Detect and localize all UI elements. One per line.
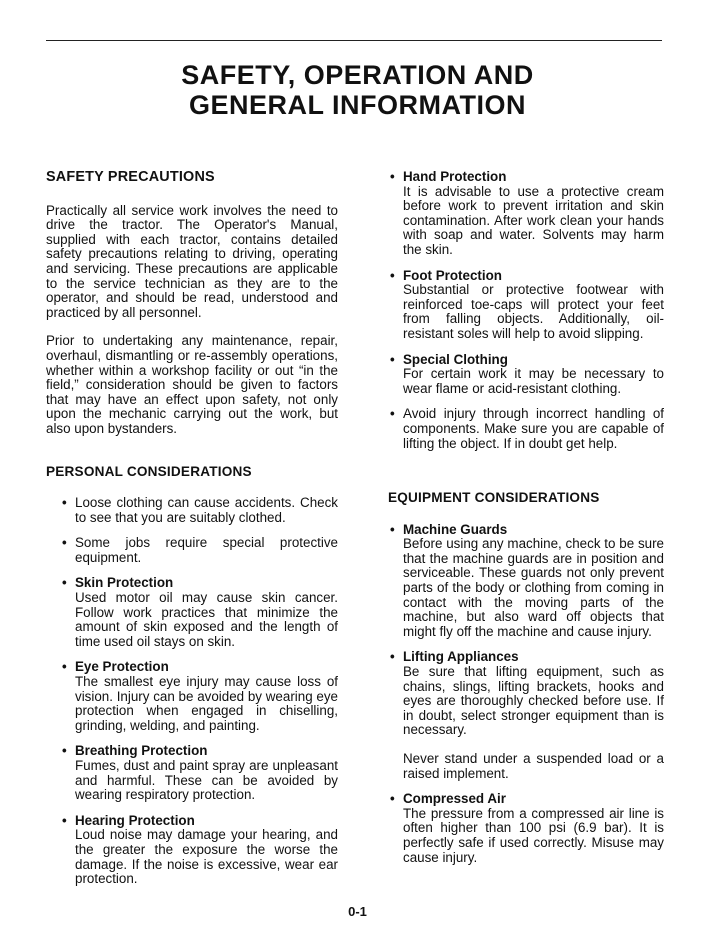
- item-body: Loose clothing can cause accidents. Check to see that you are suitably clothed.: [75, 495, 338, 525]
- list-item: [60, 496, 338, 525]
- list-item: [60, 660, 338, 733]
- item-body: Before using any machine, check to be sure that the machine guards are in position and serviceable. These guards not only prevent parts of the body or clothing from coming in contact with the moving parts of the machine, but also ward off objects that might fly off the machine and cause injury.: [403, 536, 664, 639]
- bullet-icon: •: [390, 406, 395, 422]
- bullet-icon: •: [62, 535, 67, 551]
- list-item: [388, 792, 664, 865]
- bullet-icon: •: [390, 791, 395, 807]
- personal-considerations-list: [46, 496, 338, 887]
- equipment-list: [388, 523, 664, 865]
- list-item: [60, 814, 338, 887]
- bullet-icon: •: [390, 649, 395, 665]
- item-body: Used motor oil may cause skin cancer. Follow work practices that minimize the amount of skin exposed and the length of time used oil stays on skin.: [75, 590, 338, 649]
- item-heading: Skin Protection: [75, 575, 174, 591]
- list-item: [388, 269, 664, 342]
- protection-list: [388, 170, 664, 451]
- item-heading: Foot Protection: [403, 267, 502, 283]
- item-body: The pressure from a compressed air line is often higher than 100 psi (6.9 bar). It is perfectly safe if used correctly. Misuse may cause injury.: [403, 805, 664, 865]
- list-item: [388, 170, 664, 258]
- item-heading: Breathing Protection: [75, 743, 208, 759]
- list-item: [60, 536, 338, 565]
- safety-paragraph: Practically all service work involves the need to drive the tractor. The Operator's Manual, supplied with each tractor, contains detailed safety precautions relating to driving, operating and servicing. These precautions are applicable to the service technician as they are to the operator, and should be read, understood and practiced by all personnel.: [46, 202, 338, 320]
- bullet-icon: •: [62, 659, 67, 675]
- bullet-icon: •: [390, 267, 395, 283]
- top-rule: [46, 40, 662, 41]
- item-body: Some jobs require special protective equipment.: [75, 535, 338, 565]
- item-heading: Special Clothing: [403, 351, 508, 367]
- list-item: [60, 744, 338, 802]
- item-body: Be sure that lifting equipment, such as chains, slings, lifting brackets, hooks and eyes are thoroughly checked before use. If in doubt, select stronger equipment than is necessary.: [403, 664, 664, 738]
- title-line-2: GENERAL INFORMATION: [189, 90, 526, 120]
- list-item: [388, 353, 664, 397]
- left-column: [46, 170, 338, 898]
- bullet-icon: •: [62, 743, 67, 759]
- list-item: [388, 407, 664, 451]
- list-item: [388, 523, 664, 640]
- bullet-icon: •: [62, 495, 67, 511]
- item-heading: Compressed Air: [403, 791, 506, 807]
- item-heading: Lifting Appliances: [403, 649, 519, 665]
- page-title: [0, 60, 715, 120]
- personal-considerations-heading: PERSONAL CONSIDERATIONS: [46, 463, 252, 479]
- bullet-icon: •: [390, 169, 395, 184]
- bullet-icon: •: [390, 521, 395, 537]
- item-body: For certain work it may be necessary to wear flame or acid-resistant clothing.: [403, 366, 664, 396]
- page-number: 0-1: [348, 904, 367, 919]
- bullet-icon: •: [62, 575, 67, 591]
- item-body: Fumes, dust and paint spray are unpleasant and harmful. These can be avoided by wearing respiratory protection.: [75, 758, 338, 803]
- item-heading: Hearing Protection: [75, 812, 195, 828]
- item-heading: Machine Guards: [403, 521, 508, 537]
- bullet-icon: •: [390, 351, 395, 367]
- item-body: Avoid injury through incorrect handling of components. Make sure you are capable of lifting the object. If in doubt get help.: [403, 406, 664, 451]
- list-item: [60, 576, 338, 649]
- right-column: [388, 170, 664, 876]
- item-body: Substantial or protective footwear with reinforced toe-caps will protect your feet from falling objects. Additionally, oil-resistant soles will help to avoid slipping.: [403, 282, 664, 341]
- item-body: The smallest eye injury may cause loss of vision. Injury can be avoided by wearing eye protection when engaged in chiselling, grinding, welding, and painting.: [75, 674, 338, 733]
- bullet-icon: •: [62, 812, 67, 828]
- list-item: [388, 650, 664, 781]
- title-line-1: SAFETY, OPERATION AND: [181, 60, 534, 90]
- item-note: Never stand under a suspended load or a raised implement.: [403, 751, 664, 781]
- item-body: It is advisable to use a protective cream before work to prevent irritation and skin contamination. After work clean your hands with soap and water. Solvents may harm the skin.: [403, 183, 664, 257]
- safety-precautions-heading: SAFETY PRECAUTIONS: [46, 169, 215, 185]
- item-heading: Eye Protection: [75, 659, 169, 675]
- item-heading: Hand Protection: [403, 169, 507, 184]
- item-body: Loud noise may damage your hearing, and the greater the exposure the worse the damage. If the noise is excessive, wear ear protection.: [75, 827, 338, 887]
- safety-paragraph: Prior to undertaking any maintenance, repair, overhaul, dismantling or re-assembly operations, whether within a workshop facility or out “in the field,” consideration should be given to factors that may have an effect upon safety, not only upon the mechanic carrying out the work, but also upon bystanders.: [46, 333, 338, 436]
- equipment-considerations-heading: EQUIPMENT CONSIDERATIONS: [388, 490, 600, 506]
